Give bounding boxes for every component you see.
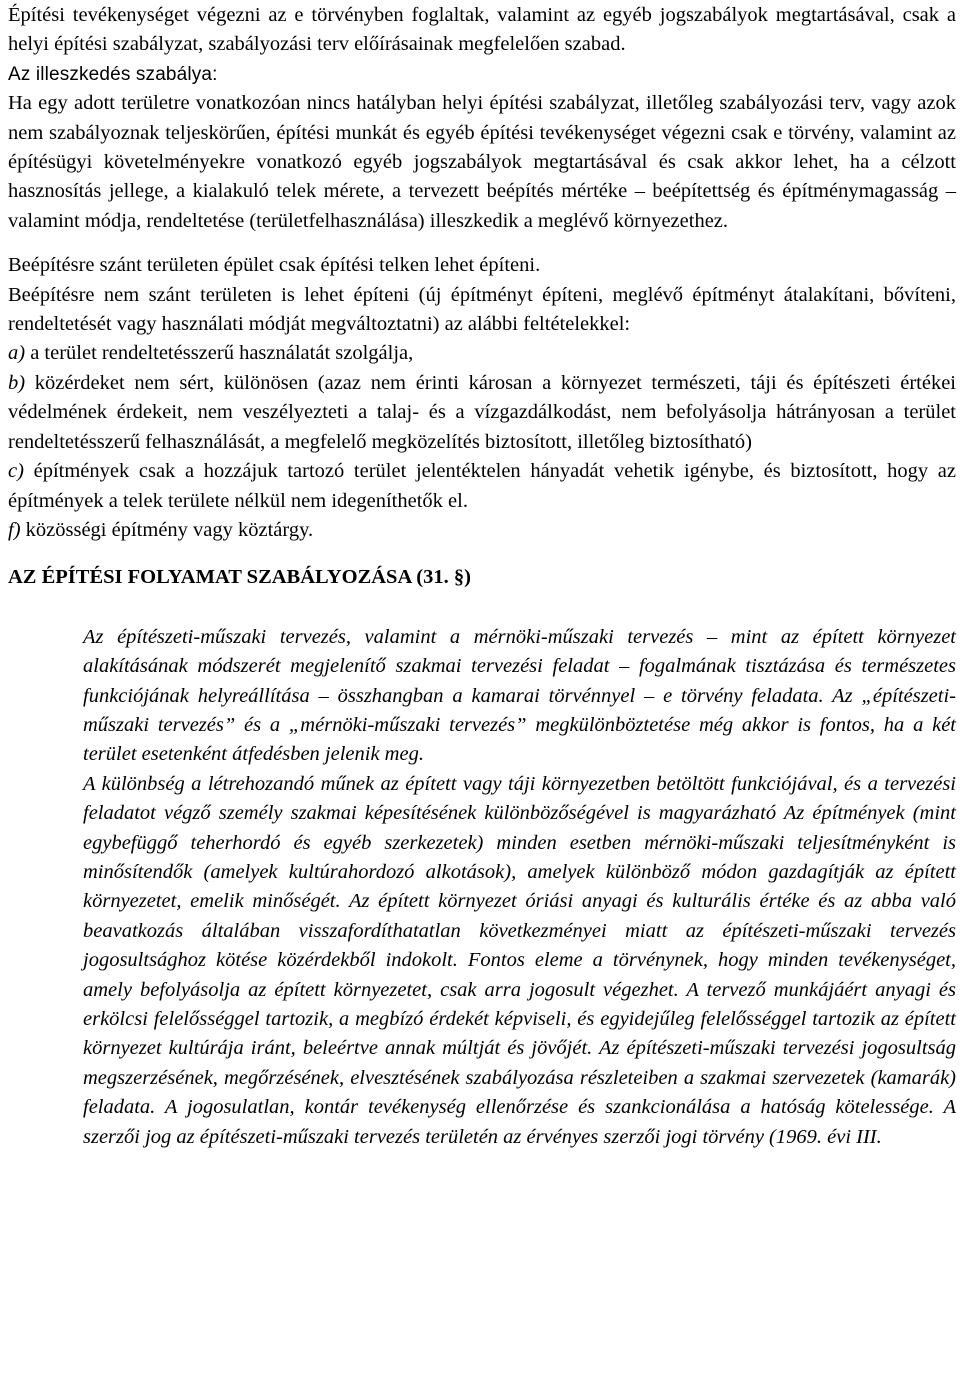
condition-text: közérdeket nem sért, különösen (azaz nem érinti károsan a környezet természeti, táji és építészeti értékei védelmének érdekeit, nem veszélyezteti a talaj- és a vízgazdálkodást, nem befolyásolja hátrányosan a terület rendeltetésszerű felhasználását, a megfelelő megközelítés biztosított, illetőleg biztosítható) (8, 371, 956, 453)
condition-letter: a) (8, 342, 26, 365)
condition-item-f (8, 516, 956, 545)
intro-paragraph: Építési tevékenységet végezni az e törvényben foglaltak, valamint az egyéb jogszabályok megtartásával, csak a helyi építési szabályzat, szabályozási terv előírásainak megfelelően szabad. (8, 4, 956, 56)
condition-item-a (8, 339, 956, 368)
commentary-paragraph-2: A különbség a létrehozandó műnek az épített vagy táji környezetben betöltött funkciójával, és a tervezési feladatot végző személy szakmai képesítésének különbözőségével is magyarázható Az építmények (mint egybefüggő teherhordó és egyéb szerkezetek) minden esetben mérnöki-műszaki teljesítményként is minősítendők (amelyek kultúrahordozó alkotások), amelyek különböző módon gazdagítják az épített környezetet, emelik minőségét. Az épített környezet óriási anyagi és kulturális értéke és az abba való beavatkozás általában visszafordíthatatlan következményei miatt az építészeti-műszaki tervezés jogosultsághoz kötése közérdekből indokolt. Fontos eleme a törvénynek, hogy minden tevékenységet, amely befolyásolja az épített környezetet, csak arra jogosult végezhet. A tervező munkájáért anyagi és erkölcsi felelősséggel tartozik, a megbízó érdekét képviseli, és egyidejűleg felelősséggel tartozik az épített környezet kultúrája iránt, beleértve annak múltját és jövőjét. Az építészeti-műszaki tervezési jogosultság megszerzésének, megőrzésének, elvesztésének szabályozása részleteiben a szakmai szervezetek (kamarák) feladata. A jogosulatlan, kontár tevékenység ellenőrzése és szankcionálása a hatóság kötelessége. A szerzői jog az építészeti-műszaki tervezés területén az érvényes szerzői jogi törvény (1969. évi III. (83, 772, 956, 1148)
condition-text: közösségi építmény vagy köztárgy. (20, 518, 314, 541)
beepitesre-nem-szant-paragraph: Beépítésre nem szánt területen is lehet építeni (új építményt építeni, meglévő építményt átalakítani, bővíteni, rendeltetését vagy használati módját megváltoztatni) az alábbi feltételekkel: (8, 283, 956, 336)
condition-text: a terület rendeltetésszerű használatát szolgálja, (25, 342, 414, 365)
section-heading: AZ ÉPÍTÉSI FOLYAMAT SZABÁLYOZÁSA (31. §) (8, 566, 471, 589)
condition-letter: f) (8, 518, 21, 541)
condition-letter: b) (8, 371, 26, 394)
commentary-block (83, 623, 956, 1152)
condition-letter: c) (8, 460, 24, 483)
condition-text: építmények csak a hozzájuk tartozó terület jelentéktelen hányadát vehetik igénybe, és biztosított, hogy az építmények a telek területe nélkül nem idegeníthetők el. (8, 460, 956, 512)
illeszkedes-paragraph: Ha egy adott területre vonatkozóan nincs hatályban helyi építési szabályzat, illetőleg szabályozási terv, vagy azok nem szabályoznak teljeskörűen, építési munkát és egyéb építési tevékenységet végezni csak e törvény, valamint az építésügyi követelményekre vonatkozó egyéb jogszabályok megtartásával és csak akkor lehet, ha a célzott hasznosítás jellege, a kialakuló telek mérete, a tervezett beépítés mértéke – beépítettség és építménymagasság – valamint módja, rendeltetése (területfelhasználása) illeszkedik a meglévő környezethez. (8, 92, 956, 232)
condition-item-b (8, 369, 956, 457)
section-subtitle: Az illeszkedés szabálya: (8, 63, 218, 85)
commentary-paragraph-1: Az építészeti-műszaki tervezés, valamint a mérnöki-műszaki tervezés – mint az épített környezet alakításának módszerét megjelenítő szakmai tervezési feladat – fogalmának tisztázása és természetes funkciójának helyreállítása – összhangban a kamarai törvénnyel – e törvény feladata. Az „építészeti-műszaki tervezés” és a „mérnöki-műszaki tervezés” megkülönböztetése még akkor is fontos, ha a két terület esetenként átfedésben jelenik meg. (83, 625, 956, 766)
document-page (8, 1, 956, 1152)
spacer (8, 236, 956, 251)
beepitesre-szant-paragraph: Beépítésre szánt területen épület csak építési telken lehet építeni. (8, 254, 541, 277)
condition-item-c (8, 457, 956, 516)
